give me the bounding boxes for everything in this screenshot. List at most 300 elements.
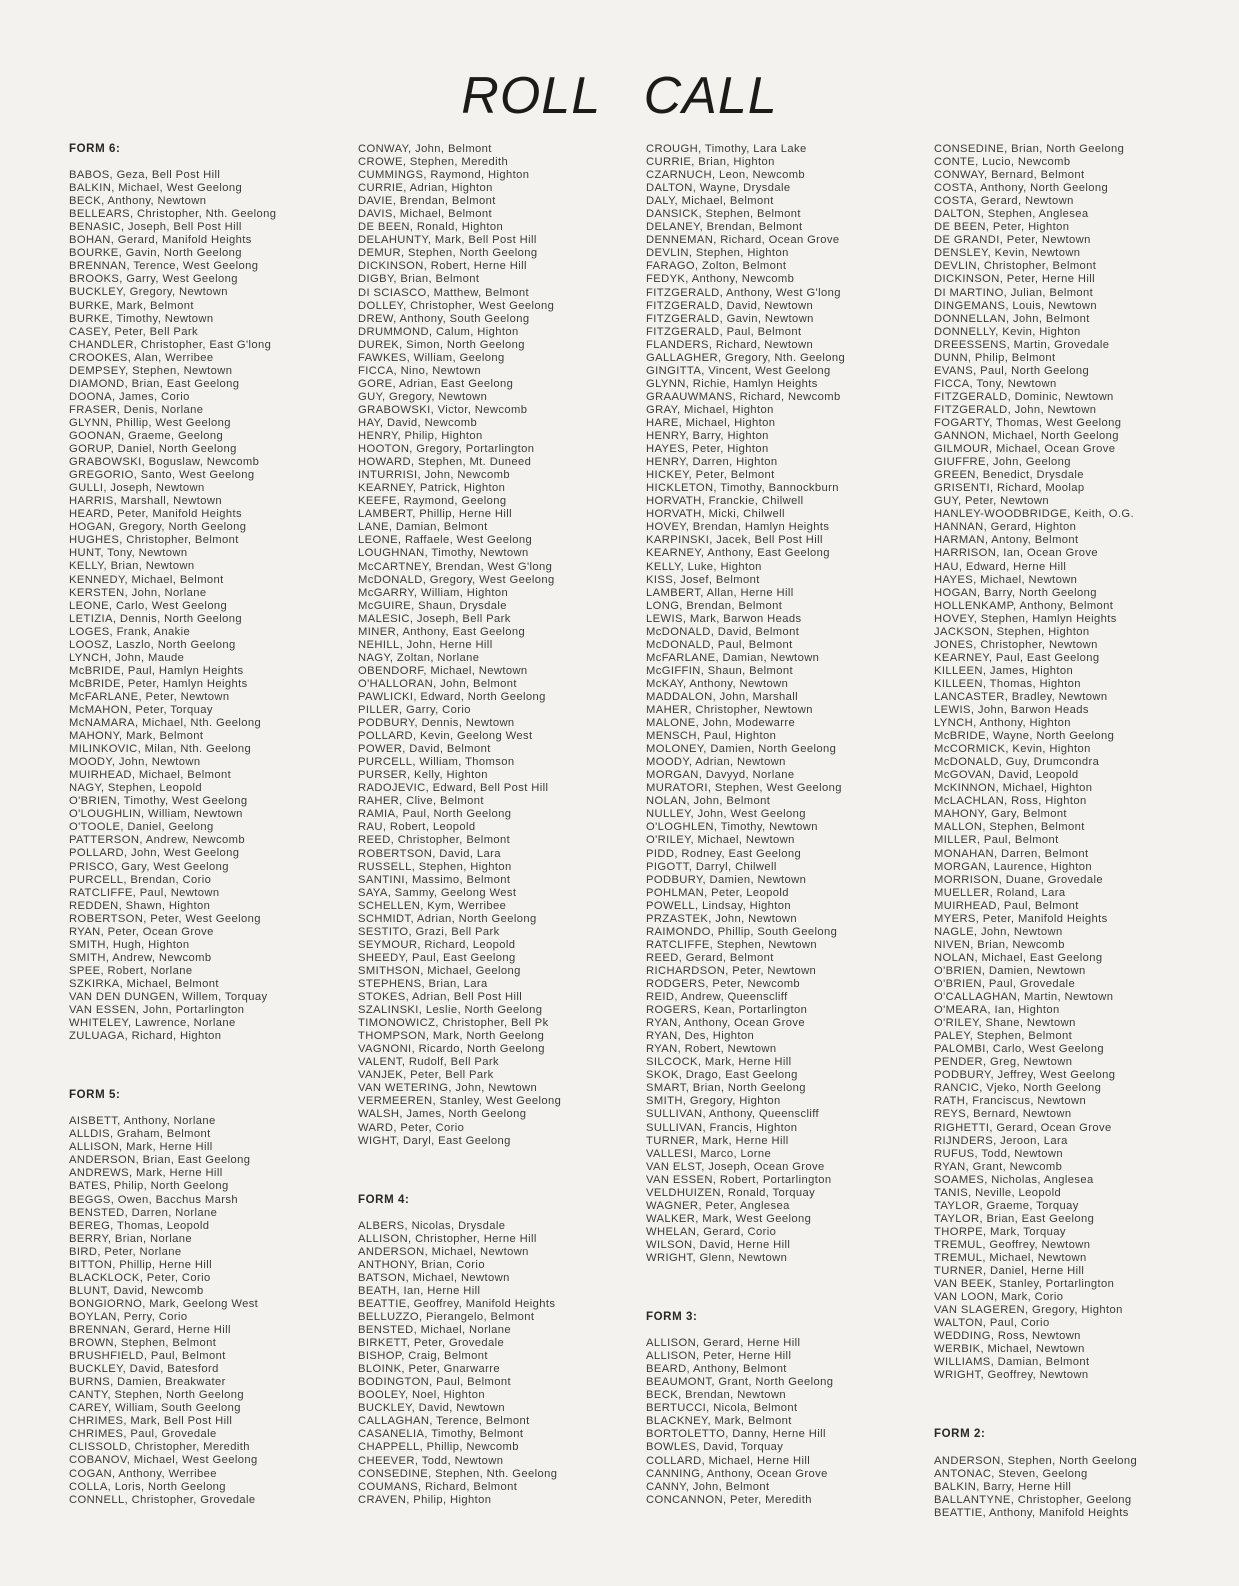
student-name: BENSTED, Darren, Norlane xyxy=(69,1206,218,1219)
student-name: DANSICK, Stephen, Belmont xyxy=(646,208,801,221)
student-name: O'CALLAGHAN, Martin, Newtown xyxy=(934,991,1114,1004)
student-name: WILLIAMS, Damian, Belmont xyxy=(934,1356,1090,1369)
student-name: BLACKNEY, Mark, Belmont xyxy=(646,1415,792,1428)
student-name: POWER, David, Belmont xyxy=(358,743,491,756)
student-name: HAU, Edward, Herne Hill xyxy=(934,560,1067,573)
student-name: MALONE, John, Modewarre xyxy=(646,717,796,730)
student-name: DIAMOND, Brian, East Geelong xyxy=(69,377,240,390)
student-name: DRUMMOND, Calum, Highton xyxy=(358,325,519,338)
student-name: CANNY, John, Belmont xyxy=(646,1480,770,1493)
student-name: BOHAN, Gerard, Manifold Heights xyxy=(69,234,252,247)
student-name: McKAY, Anthony, Newtown xyxy=(646,677,789,690)
student-name: McBRIDE, Wayne, North Geelong xyxy=(934,730,1115,743)
student-name: MAHONY, Gary, Belmont xyxy=(934,808,1067,821)
student-name: O'TOOLE, Daniel, Geelong xyxy=(69,821,214,834)
student-name: LANE, Damian, Belmont xyxy=(358,521,488,534)
student-name: VALENT, Rudolf, Bell Park xyxy=(358,1056,499,1069)
student-name: PURCELL, William, Thomson xyxy=(358,756,515,769)
student-name: CHANDLER, Christopher, East G'long xyxy=(69,338,272,351)
student-name: DREESSENS, Martin, Grovedale xyxy=(934,338,1110,351)
student-name: SULLIVAN, Francis, Highton xyxy=(646,1121,798,1134)
student-name: RATH, Franciscus, Newtown xyxy=(934,1095,1087,1108)
student-name: ROBERTSON, David, Lara xyxy=(358,847,501,860)
student-name: BITTON, Phillip, Herne Hill xyxy=(69,1258,213,1271)
student-name: CLISSOLD, Christopher, Meredith xyxy=(69,1441,250,1454)
student-name: RYAN, Des, Highton xyxy=(646,1030,755,1043)
student-name: McKINNON, Michael, Highton xyxy=(934,782,1093,795)
student-name: BUCKLEY, Gregory, Newtown xyxy=(69,286,228,299)
student-name: MILLER, Paul, Belmont xyxy=(934,834,1059,847)
student-name: BLUNT, David, Newcomb xyxy=(69,1284,204,1297)
student-name: COUMANS, Richard, Belmont xyxy=(358,1480,518,1493)
student-name: BALLANTYNE, Christopher, Geelong xyxy=(934,1493,1132,1506)
student-name: McCORMICK, Kevin, Highton xyxy=(934,743,1091,756)
student-name: O'LOGHLEN, Timothy, Newtown xyxy=(646,821,818,834)
student-name: GRABOWSKI, Victor, Newcomb xyxy=(358,403,528,416)
student-name: CHAPPELL, Phillip, Newcomb xyxy=(358,1441,519,1454)
student-name: HOVEY, Stephen, Hamlyn Heights xyxy=(934,612,1117,625)
student-name: DEVLIN, Stephen, Highton xyxy=(646,247,789,260)
student-name: VAGNONI, Ricardo, North Geelong xyxy=(358,1043,545,1056)
student-name: SZALINSKI, Leslie, North Geelong xyxy=(358,1004,543,1017)
student-name: BEATTIE, Geoffrey, Manifold Heights xyxy=(358,1297,556,1310)
student-name: BEGGS, Owen, Bacchus Marsh xyxy=(69,1193,238,1206)
student-name: BOOLEY, Noel, Highton xyxy=(358,1389,485,1402)
student-name: WHELAN, Gerard, Corio xyxy=(646,1225,777,1238)
student-name: KISS, Josef, Belmont xyxy=(646,573,760,586)
student-name: KARPINSKI, Jacek, Bell Post Hill xyxy=(646,534,823,547)
student-name: LEWIS, Mark, Barwon Heads xyxy=(646,612,802,625)
student-name: VALLESI, Marco, Lorne xyxy=(646,1147,772,1160)
student-name: POWELL, Lindsay, Highton xyxy=(646,899,791,912)
student-name: HUNT, Tony, Newtown xyxy=(69,547,188,560)
student-name: DICKINSON, Peter, Herne Hill xyxy=(934,273,1096,286)
student-name: BIRD, Peter, Norlane xyxy=(69,1245,182,1258)
student-name: RICHARDSON, Peter, Newtown xyxy=(646,964,817,977)
student-name: DALTON, Wayne, Drysdale xyxy=(646,182,791,195)
student-name: PIGOTT, Darryl, Chilwell xyxy=(646,860,777,873)
student-name: BERTUCCI, Nicola, Belmont xyxy=(646,1402,798,1415)
student-name: BECK, Anthony, Newtown xyxy=(69,195,207,208)
student-name: McMAHON, Peter, Torquay xyxy=(69,703,213,716)
student-name: VAN LOON, Mark, Corio xyxy=(934,1291,1064,1304)
student-name: BABOS, Geza, Bell Post Hill xyxy=(69,169,221,182)
student-name: HOGAN, Barry, North Geelong xyxy=(934,586,1097,599)
student-name: LEONE, Carlo, West Geelong xyxy=(69,599,228,612)
student-name: CROOKES, Alan, Werribee xyxy=(69,351,214,364)
student-name: MONAHAN, Darren, Belmont xyxy=(934,847,1089,860)
student-name: SKOK, Drago, East Geelong xyxy=(646,1069,798,1082)
student-name: ALLISON, Peter, Herne Hill xyxy=(646,1350,792,1363)
student-name: BLOINK, Peter, Gnarwarre xyxy=(358,1363,501,1376)
student-name: DE GRANDI, Peter, Newtown xyxy=(934,234,1091,247)
student-name: RODGERS, Peter, Newcomb xyxy=(646,978,801,990)
student-name: RIJNDERS, Jeroon, Lara xyxy=(934,1134,1068,1147)
form-5-list-part-1 xyxy=(69,1115,276,1506)
student-name: FITZGERALD, David, Newtown xyxy=(646,299,814,312)
student-name: SESTITO, Grazi, Bell Park xyxy=(358,925,500,938)
student-name: McLACHLAN, Ross, Highton xyxy=(934,795,1087,808)
student-name: WALTON, Paul, Corio xyxy=(934,1317,1050,1330)
student-name: LAMBERT, Allan, Herne Hill xyxy=(646,586,794,599)
student-name: McBRIDE, Peter, Hamlyn Heights xyxy=(69,677,248,690)
page-title: ROLL CALL xyxy=(461,67,778,125)
student-name: COSTA, Anthony, North Geelong xyxy=(934,182,1109,195)
student-name: McDONALD, David, Belmont xyxy=(646,625,800,638)
student-name: SMITH, Hugh, Highton xyxy=(69,938,190,951)
student-name: RAIMONDO, Phillip, South Geelong xyxy=(646,925,838,938)
student-name: NAGY, Stephen, Leopold xyxy=(69,782,202,795)
student-name: CROWE, Stephen, Meredith xyxy=(358,156,509,169)
student-name: BENASIC, Joseph, Bell Post Hill xyxy=(69,221,242,234)
student-name: McDONALD, Gregory, West Geelong xyxy=(358,573,555,586)
student-name: FOGARTY, Thomas, West Geelong xyxy=(934,416,1122,429)
student-name: DIGBY, Brian, Belmont xyxy=(358,273,480,286)
student-name: LEWIS, John, Barwon Heads xyxy=(934,704,1089,717)
student-name: BROOKS, Garry, West Geelong xyxy=(69,273,238,286)
student-name: DE BEEN, Peter, Highton xyxy=(934,221,1070,234)
student-name: MORGAN, Davyyd, Norlane xyxy=(646,769,795,782)
student-name: BEATH, Ian, Herne Hill xyxy=(358,1284,481,1297)
student-name: DALTON, Stephen, Anglesea xyxy=(934,208,1089,221)
form-4-list-part-2 xyxy=(646,143,845,1265)
student-name: HANLEY-WOODBRIDGE, Keith, O.G. xyxy=(934,508,1134,521)
form-3-heading: FORM 3: xyxy=(646,1311,698,1324)
form-3-list-part-1 xyxy=(646,1337,845,1507)
student-name: BURKE, Mark, Belmont xyxy=(69,299,194,312)
student-name: KELLY, Brian, Newtown xyxy=(69,560,195,573)
student-name: REID, Andrew, Queenscliff xyxy=(646,991,788,1004)
student-name: MURATORI, Stephen, West Geelong xyxy=(646,782,842,795)
student-name: CONWAY, John, Belmont xyxy=(358,143,492,155)
form-3-list-part-2 xyxy=(934,143,1137,1382)
student-name: BUCKLEY, David, Newtown xyxy=(358,1402,506,1415)
student-name: DONNELLY, Kevin, Highton xyxy=(934,325,1081,338)
student-name: CRAVEN, Philip, Highton xyxy=(358,1493,492,1506)
student-name: BRUSHFIELD, Paul, Belmont xyxy=(69,1350,226,1363)
student-name: O'BRIEN, Timothy, West Geelong xyxy=(69,795,248,808)
student-name: GUY, Peter, Newtown xyxy=(934,495,1049,508)
student-name: KELLY, Luke, Highton xyxy=(646,560,762,573)
student-name: MINER, Anthony, East Geelong xyxy=(358,625,526,638)
student-name: CAREY, William, South Geelong xyxy=(69,1402,241,1415)
student-name: BRENNAN, Terence, West Geelong xyxy=(69,260,259,273)
student-name: FITZGERALD, Anthony, West G'long xyxy=(646,286,841,299)
student-name: SZKIRKA, Michael, Belmont xyxy=(69,977,219,990)
student-name: RYAN, Anthony, Ocean Grove xyxy=(646,1017,806,1030)
student-name: ANDREWS, Mark, Herne Hill xyxy=(69,1167,223,1180)
student-name: GLYNN, Phillip, West Geelong xyxy=(69,416,231,429)
column-1 xyxy=(69,143,276,1507)
student-name: NEHILL, John, Herne Hill xyxy=(358,638,493,651)
student-name: CONWAY, Bernard, Belmont xyxy=(934,169,1085,182)
student-name: PALOMBI, Carlo, West Geelong xyxy=(934,1043,1104,1056)
student-name: WEDDING, Ross, Newtown xyxy=(934,1330,1081,1343)
student-name: FITZGERALD, Paul, Belmont xyxy=(646,325,802,338)
student-name: GALLAGHER, Gregory, Nth. Geelong xyxy=(646,351,846,364)
student-name: HOLLENKAMP, Anthony, Belmont xyxy=(934,599,1114,612)
student-name: HUGHES, Christopher, Belmont xyxy=(69,534,239,547)
student-name: BONGIORNO, Mark, Geelong West xyxy=(69,1297,259,1310)
student-name: GINGITTA, Vincent, West Geelong xyxy=(646,364,831,377)
student-name: GRABOWSKI, Boguslaw, Newcomb xyxy=(69,456,260,469)
student-name: CURRIE, Brian, Highton xyxy=(646,156,775,169)
student-name: VAN WETERING, John, Newtown xyxy=(358,1082,538,1095)
student-name: DI MARTINO, Julian, Belmont xyxy=(934,286,1094,299)
student-name: CONNELL, Christopher, Grovedale xyxy=(69,1493,256,1506)
student-name: HENRY, Barry, Highton xyxy=(646,430,769,443)
student-name: KENNEDY, Michael, Belmont xyxy=(69,573,224,586)
student-name: REED, Christopher, Belmont xyxy=(358,834,511,847)
student-name: WHITELEY, Lawrence, Norlane xyxy=(69,1017,236,1030)
student-name: HARE, Michael, Highton xyxy=(646,416,776,429)
student-name: O'HALLORAN, John, Belmont xyxy=(358,677,517,690)
student-name: BERRY, Brian, Norlane xyxy=(69,1232,193,1245)
student-name: RAU, Robert, Leopold xyxy=(358,821,476,834)
student-name: GRAY, Michael, Highton xyxy=(646,403,774,416)
student-name: RATCLIFFE, Stephen, Newtown xyxy=(646,938,818,951)
student-name: BATSON, Michael, Newtown xyxy=(358,1271,510,1284)
student-name: POHLMAN, Peter, Leopold xyxy=(646,886,789,899)
student-name: AISBETT, Anthony, Norlane xyxy=(69,1115,216,1128)
student-name: GRISENTI, Richard, Moolap xyxy=(934,482,1085,495)
student-name: MYERS, Peter, Manifold Heights xyxy=(934,912,1108,925)
student-name: MUIRHEAD, Michael, Belmont xyxy=(69,769,232,782)
student-name: LYNCH, John, Maude xyxy=(69,651,185,664)
student-name: CONSEDINE, Brian, North Geelong xyxy=(934,143,1125,155)
student-name: MAHER, Christopher, Newtown xyxy=(646,704,813,717)
student-name: ALLISON, Mark, Herne Hill xyxy=(69,1141,213,1154)
student-name: CROUGH, Timothy, Lara Lake xyxy=(646,143,807,155)
student-name: TREMUL, Michael, Newtown xyxy=(934,1251,1087,1264)
student-name: PRZASTEK, John, Newtown xyxy=(646,912,797,925)
student-name: HANNAN, Gerard, Highton xyxy=(934,521,1077,534)
student-name: BISHOP, Craig, Belmont xyxy=(358,1350,488,1363)
student-name: NULLEY, John, West Geelong xyxy=(646,808,806,821)
form-5-list-part-2 xyxy=(358,143,561,1148)
student-name: O'MEARA, Ian, Highton xyxy=(934,1004,1060,1017)
student-name: HAY, David, Newcomb xyxy=(358,416,478,429)
student-name: McFARLANE, Damian, Newtown xyxy=(646,651,820,664)
student-name: HOOTON, Gregory, Portarlington xyxy=(358,443,535,456)
student-name: VANJEK, Peter, Bell Park xyxy=(358,1069,494,1082)
student-name: BALKIN, Barry, Herne Hill xyxy=(934,1480,1072,1493)
student-name: TAYLOR, Brian, East Geelong xyxy=(934,1212,1095,1225)
student-name: SCHMIDT, Adrian, North Geelong xyxy=(358,912,537,925)
student-name: INTURRISI, John, Newcomb xyxy=(358,469,510,482)
student-name: WIGHT, Daryl, East Geelong xyxy=(358,1134,511,1147)
student-name: HOGAN, Gregory, North Geelong xyxy=(69,521,247,534)
student-name: DOONA, James, Corio xyxy=(69,390,190,403)
student-name: GILMOUR, Michael, Ocean Grove xyxy=(934,443,1116,456)
student-name: BODINGTON, Paul, Belmont xyxy=(358,1376,512,1389)
student-name: GUY, Gregory, Newtown xyxy=(358,390,488,403)
student-name: McNAMARA, Michael, Nth. Geelong xyxy=(69,717,262,730)
student-name: STOKES, Adrian, Bell Post Hill xyxy=(358,991,523,1004)
student-name: SMART, Brian, North Geelong xyxy=(646,1082,806,1095)
form-5-heading: FORM 5: xyxy=(69,1089,121,1102)
student-name: WALSH, James, North Geelong xyxy=(358,1108,527,1121)
student-name: PODBURY, Jeffrey, West Geelong xyxy=(934,1069,1116,1082)
student-name: GORE, Adrian, East Geelong xyxy=(358,377,514,390)
student-name: BEATTIE, Anthony, Manifold Heights xyxy=(934,1506,1129,1519)
student-name: CHRIMES, Mark, Bell Post Hill xyxy=(69,1415,233,1428)
student-name: DEMUR, Stephen, North Geelong xyxy=(358,247,538,260)
student-name: LOGES, Frank, Anakie xyxy=(69,625,191,638)
student-name: PENDER, Greg, Newtown xyxy=(934,1056,1073,1069)
student-name: STEPHENS, Brian, Lara xyxy=(358,978,488,990)
student-name: PODBURY, Damien, Newtown xyxy=(646,873,807,886)
student-name: TAYLOR, Graeme, Torquay xyxy=(934,1199,1079,1212)
student-name: McDONALD, Guy, Drumcondra xyxy=(934,756,1100,769)
student-name: McFARLANE, Peter, Newtown xyxy=(69,690,230,703)
student-name: ALLISON, Christopher, Herne Hill xyxy=(358,1232,537,1245)
student-name: JACKSON, Stephen, Highton xyxy=(934,625,1090,638)
student-name: TANIS, Neville, Leopold xyxy=(934,1186,1062,1199)
student-name: CASANELIA, Timothy, Belmont xyxy=(358,1428,524,1441)
student-name: REDDEN, Shawn, Highton xyxy=(69,899,211,912)
student-name: TIMONOWICZ, Christopher, Bell Pk xyxy=(358,1017,549,1030)
student-name: RIGHETTI, Gerard, Ocean Grove xyxy=(934,1121,1112,1134)
form-6-list xyxy=(69,169,276,1043)
student-name: PRISCO, Gary, West Geelong xyxy=(69,860,229,873)
student-name: ROBERTSON, Peter, West Geelong xyxy=(69,912,261,925)
student-name: COLLARD, Michael, Herne Hill xyxy=(646,1454,811,1467)
student-name: WAGNER, Peter, Anglesea xyxy=(646,1199,790,1212)
student-name: BENSTED, Michael, Norlane xyxy=(358,1324,512,1337)
student-name: HICKEY, Peter, Belmont xyxy=(646,469,775,482)
student-name: RATCLIFFE, Paul, Newtown xyxy=(69,886,220,899)
student-name: SMITHSON, Michael, Geelong xyxy=(358,964,521,977)
student-name: DENNEMAN, Richard, Ocean Grove xyxy=(646,234,840,247)
student-name: ALBERS, Nicolas, Drysdale xyxy=(358,1219,506,1232)
student-name: DALY, Michael, Belmont xyxy=(646,195,774,208)
student-name: CONSEDINE, Stephen, Nth. Geelong xyxy=(358,1467,558,1480)
student-name: NAGLE, John, Newtown xyxy=(934,925,1063,938)
student-name: DICKINSON, Robert, Herne Hill xyxy=(358,260,527,273)
student-name: SEYMOUR, Richard, Leopold xyxy=(358,938,516,951)
student-name: FARAGO, Zolton, Belmont xyxy=(646,260,787,273)
student-name: DAVIS, Michael, Belmont xyxy=(358,208,492,221)
student-name: MADDALON, John, Marshall xyxy=(646,690,798,703)
student-name: McGUIRE, Shaun, Drysdale xyxy=(358,599,507,612)
student-name: HARRIS, Marshall, Newtown xyxy=(69,495,222,508)
student-name: MUELLER, Roland, Lara xyxy=(934,886,1066,899)
student-name: MILINKOVIC, Milan, Nth. Geelong xyxy=(69,743,252,756)
student-name: FITZGERALD, Dominic, Newtown xyxy=(934,390,1114,403)
student-name: BUCKLEY, David, Batesford xyxy=(69,1363,219,1376)
student-name: DENSLEY, Kevin, Newtown xyxy=(934,247,1081,260)
student-name: CASEY, Peter, Bell Park xyxy=(69,325,199,338)
student-name: LEONE, Raffaele, West Geelong xyxy=(358,534,533,547)
student-name: BIRKETT, Peter, Grovedale xyxy=(358,1337,505,1350)
student-name: BRENNAN, Gerard, Herne Hill xyxy=(69,1323,231,1336)
student-name: BEARD, Anthony, Belmont xyxy=(646,1363,787,1376)
student-name: GANNON, Michael, North Geelong xyxy=(934,430,1119,443)
student-name: DREW, Anthony, South Geelong xyxy=(358,312,530,325)
student-name: HOVEY, Brendan, Hamlyn Heights xyxy=(646,521,830,534)
student-name: O'BRIEN, Paul, Grovedale xyxy=(934,978,1076,990)
student-name: FLANDERS, Richard, Newtown xyxy=(646,338,814,351)
student-name: VAN ELST, Joseph, Ocean Grove xyxy=(646,1160,825,1173)
student-name: NOLAN, John, Belmont xyxy=(646,795,771,808)
student-name: MOLONEY, Damien, North Geelong xyxy=(646,743,837,756)
student-name: FEDYK, Anthony, Newcomb xyxy=(646,273,795,286)
student-name: DUNN, Philip, Belmont xyxy=(934,351,1056,364)
student-name: HAYES, Michael, Newtown xyxy=(934,573,1078,586)
student-name: KEARNEY, Anthony, East Geelong xyxy=(646,547,830,560)
student-name: THOMPSON, Mark, North Geelong xyxy=(358,1030,545,1043)
student-name: VAN DEN DUNGEN, Willem, Torquay xyxy=(69,991,268,1003)
student-name: ROGERS, Kean, Portarlington xyxy=(646,1004,808,1017)
student-name: TURNER, Daniel, Herne Hill xyxy=(934,1265,1085,1278)
student-name: CONCANNON, Peter, Meredith xyxy=(646,1493,812,1506)
student-name: HENRY, Philip, Highton xyxy=(358,430,483,443)
student-name: BECK, Brendan, Newtown xyxy=(646,1389,787,1402)
student-name: OBENDORF, Michael, Newtown xyxy=(358,664,528,677)
student-name: COGAN, Anthony, Werribee xyxy=(69,1467,217,1480)
student-name: McCARTNEY, Brendan, West G'long xyxy=(358,560,553,573)
student-name: RYAN, Robert, Newtown xyxy=(646,1043,777,1056)
student-name: ANTHONY, Brian, Corio xyxy=(358,1258,485,1271)
student-name: ANDERSON, Michael, Newtown xyxy=(358,1245,529,1258)
student-name: PATTERSON, Andrew, Newcomb xyxy=(69,834,245,847)
student-name: KERSTEN, John, Norlane xyxy=(69,586,207,599)
student-name: HARRISON, Ian, Ocean Grove xyxy=(934,547,1098,560)
student-name: SANTINI, Massimo, Belmont xyxy=(358,873,511,886)
student-name: KEEFE, Raymond, Geelong xyxy=(358,495,507,508)
student-name: MUIRHEAD, Paul, Belmont xyxy=(934,899,1079,912)
student-name: PIDD, Rodney, East Geelong xyxy=(646,847,802,860)
student-name: NOLAN, Michael, East Geelong xyxy=(934,951,1103,964)
student-name: PURCELL, Brendan, Corio xyxy=(69,873,212,886)
student-name: NAGY, Zoltan, Norlane xyxy=(358,651,480,664)
student-name: BURKE, Timothy, Newtown xyxy=(69,312,214,325)
student-name: GRAAUWMANS, Richard, Newcomb xyxy=(646,390,841,403)
student-name: CUMMINGS, Raymond, Highton xyxy=(358,169,530,182)
student-name: HAYES, Peter, Highton xyxy=(646,443,769,456)
student-name: REYS, Bernard, Newtown xyxy=(934,1108,1072,1121)
student-name: JONES, Christopher, Newtown xyxy=(934,638,1098,651)
student-name: FICCA, Tony, Newtown xyxy=(934,377,1057,390)
student-name: WRIGHT, Geoffrey, Newtown xyxy=(934,1369,1089,1382)
student-name: MOODY, John, Newtown xyxy=(69,756,201,769)
student-name: LONG, Brendan, Belmont xyxy=(646,599,783,612)
student-name: RANCIC, Vjeko, North Geelong xyxy=(934,1082,1102,1095)
student-name: KEARNEY, Patrick, Highton xyxy=(358,482,506,495)
student-name: WALKER, Mark, West Geelong xyxy=(646,1212,812,1225)
student-name: DAVIE, Brendan, Belmont xyxy=(358,195,496,208)
student-name: WRIGHT, Glenn, Newtown xyxy=(646,1251,788,1264)
student-name: SCHELLEN, Kym, Werribee xyxy=(358,899,507,912)
student-name: HORVATH, Franckie, Chilwell xyxy=(646,495,804,508)
form-6-heading: FORM 6: xyxy=(69,143,121,155)
student-name: LYNCH, Anthony, Highton xyxy=(934,717,1071,730)
student-name: FITZGERALD, Gavin, Newtown xyxy=(646,312,814,325)
student-name: RYAN, Peter, Ocean Grove xyxy=(69,925,214,938)
student-name: CALLAGHAN, Terence, Belmont xyxy=(358,1415,530,1428)
student-name: FICCA, Nino, Newtown xyxy=(358,364,482,377)
student-name: SPEE, Robert, Norlane xyxy=(69,964,193,977)
student-name: DOLLEY, Christopher, West Geelong xyxy=(358,299,555,312)
student-name: CHEEVER, Todd, Newtown xyxy=(358,1454,504,1467)
student-name: RUFUS, Todd, Newtown xyxy=(934,1147,1064,1160)
student-name: SILCOCK, Mark, Herne Hill xyxy=(646,1056,792,1069)
student-name: DONNELLAN, John, Belmont xyxy=(934,312,1090,325)
student-name: BROWN, Stephen, Belmont xyxy=(69,1337,217,1350)
student-name: McBRIDE, Paul, Hamlyn Heights xyxy=(69,664,244,677)
student-name: VAN SLAGEREN, Gregory, Highton xyxy=(934,1304,1123,1317)
